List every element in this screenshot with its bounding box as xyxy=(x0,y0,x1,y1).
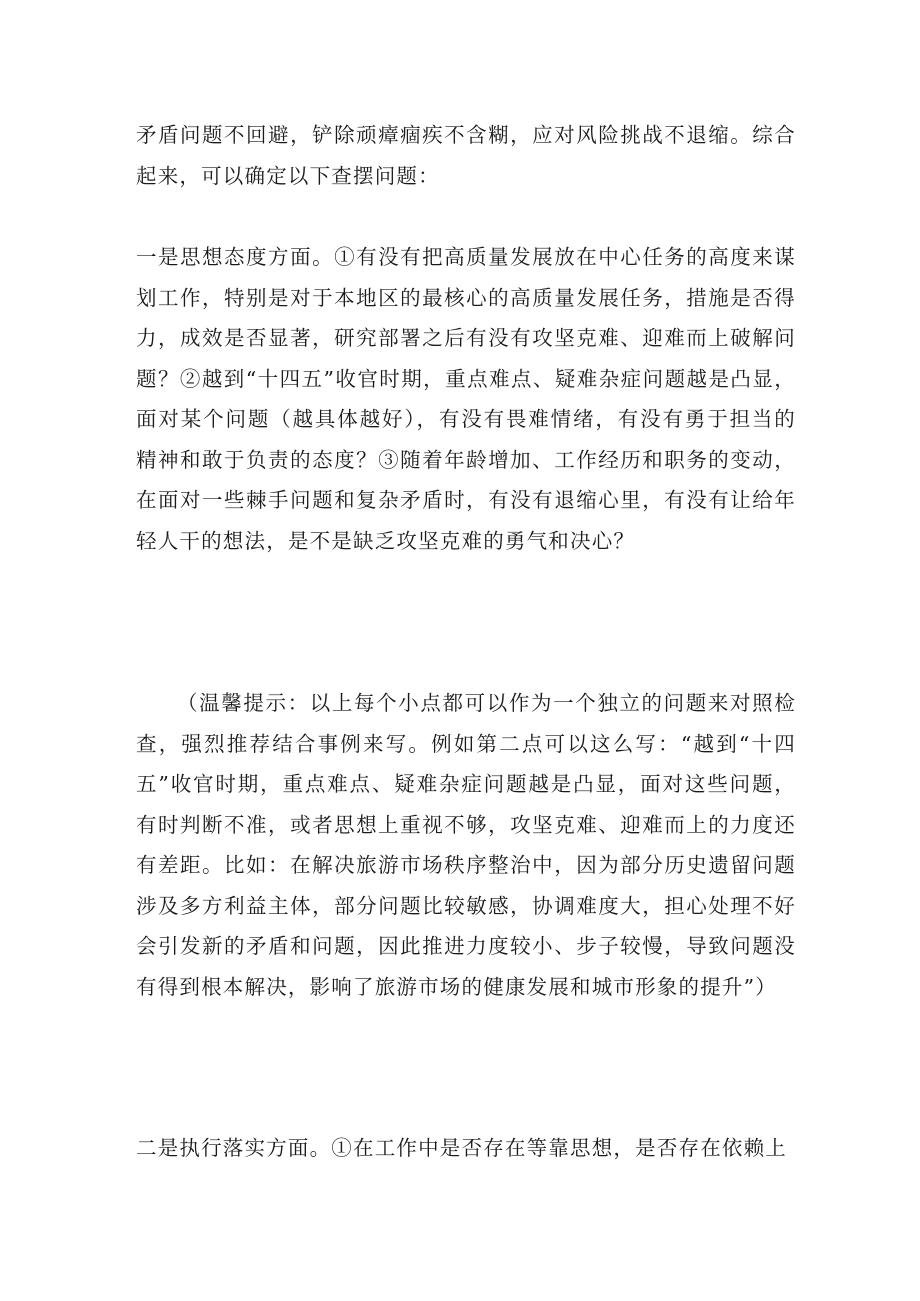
paragraph-intro: 矛盾问题不回避，铲除顽瘴痼疾不含糊，应对风险挑战不退缩。综合起来，可以确定以下查摆问题： xyxy=(136,123,796,188)
paragraph-tip: （温馨提示：以上每个小点都可以作为一个独立的问题来对照检查，强烈推荐结合事例来写。例如第二点可以这么写：“越到“十四五”收官时期，重点难点、疑难杂症问题越是凸显，面对这些问题，有时判断不准，或者思想上重视不够，攻坚克难、迎难而上的力度还有差距。比如：在解决旅游市场秩序整治中，因为部分历史遗留问题涉及多方利益主体，部分问题比较敏感，协调难度大，担心处理不好会引发新的矛盾和问题，因此推进力度较小、步子较慢，导致问题没有得到根本解决，影响了旅游市场的健康发展和城市形象的提升”） xyxy=(136,691,796,999)
paragraph-thinking-attitude: 一是思想态度方面。①有没有把高质量发展放在中心任务的高度来谋划工作，特别是对于本地区的最核心的高质量发展任务，措施是否得力，成效是否显著，研究部署之后有没有攻坚克难、迎难而上破解问题？②越到“十四五”收官时期，重点难点、疑难杂症问题越是凸显，面对某个问题（越具体越好），有没有畏难情绪，有没有勇于担当的精神和敢于负责的态度？③随着年龄增加、工作经历和职务的变动，在面对一些棘手问题和复杂矛盾时，有没有退缩心里，有没有让给年轻人干的想法，是不是缺乏攻坚克难的勇气和决心？ xyxy=(136,245,796,553)
paragraph-execution: 二是执行落实方面。①在工作中是否存在等靠思想，是否存在依赖上 xyxy=(136,1136,787,1160)
